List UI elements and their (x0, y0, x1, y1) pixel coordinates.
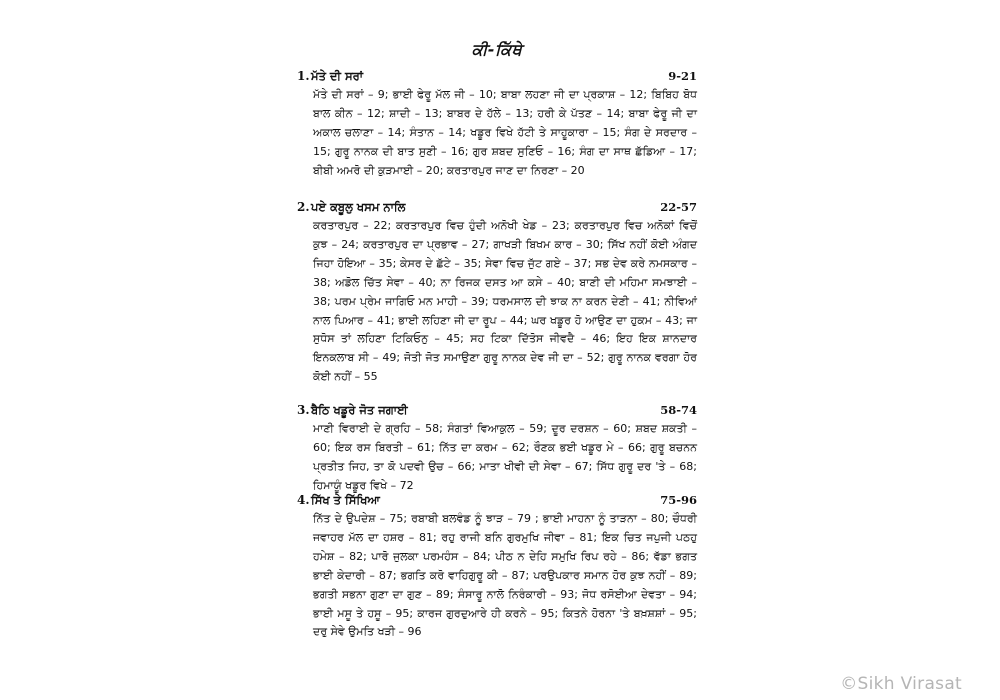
chapter-page-range: 58-74 (660, 403, 697, 417)
page-title: ਕੀ-ਕਿੱਥੇ (471, 40, 523, 59)
chapter-title: ਬੈਠਿ ਖਡੂਰੇ ਜੋਤ ਜਗਾਈ (311, 403, 408, 417)
chapter-3 (297, 400, 697, 496)
chapter-2 (297, 197, 697, 387)
watermark: ©Sikh Virasat (840, 674, 962, 694)
chapter-number: 4. (297, 493, 310, 507)
chapter-title: ਪਏ ਕਬੂਲੁ ਖਸਮ ਨਾਲਿ (311, 200, 406, 214)
chapter-number: 2. (297, 200, 310, 214)
chapter-page-range: 9-21 (668, 69, 697, 83)
chapter-page-range: 22-57 (660, 200, 697, 214)
chapter-number: 3. (297, 403, 310, 417)
chapter-heading (297, 197, 697, 217)
chapter-4 (297, 490, 697, 642)
chapter-number: 1. (297, 69, 310, 83)
chapter-entries: ਕਰਤਾਰਪੁਰ – 22; ਕਰਤਾਰਪੁਰ ਵਿਚ ਹੁੰਦੀ ਅਨੋਖੀ ਖੇਡ – 23; ਕਰਤਾਰਪੁਰ ਵਿਚ ਅਨੋਕਾਂ ਵਿਚੋਂ ਕੁਝ – 24; ਕਰਤਾਰਪੁਰ ਦਾ ਪ੍ਰਭਾਵ – 27; ਗਾਖੜੀ ਬਿਖਮ ਕਾਰ – 30; ਸਿੱਖ ਨਹੀਂ ਕੋਈ ਅੰਗਦ ਜਿਹਾ ਹੋਇਆ – 35; ਕੇਸਰ ਦੇ ਛੱਟੇ – 35; ਸੇਵਾ ਵਿਚ ਜੁੱਟ ਗਏ – 37; ਸਭ ਦੇਵ ਕਰੇ ਨਮਸਕਾਰ – 38; ਅਡੋਲ ਚਿੱਤ ਸੇਵਾ – 40; ਨਾ ਰਿਜਕ ਦਸਤ ਆ ਕਸੇ – 40; ਬਾਣੀ ਦੀ ਮਹਿਮਾ ਸਮਝਾਈ – 38; ਪਰਮ ਪ੍ਰੇਮ ਜਾਗਿਓ ਮਨ ਮਾਹੀ – 39; ਧਰਮਸਾਲ ਦੀ ਝਾਕ ਨਾ ਕਰਨ ਦੇਣੀ – 41; ਨੀਵਿਆਂ ਨਾਲ ਪਿਆਰ – 41; ਭਾਈ ਲਹਿਣਾ ਜੀ ਦਾ ਰੂਪ – 44; ਘਰ ਖਡੂਰ ਹੋ ਆਉਣ ਦਾ ਹੁਕਮ – 43; ਜਾ ਸੁਧੋਸ ਤਾਂ ਲਹਿਣਾ ਟਿਕਿਓਨੁ – 45; ਸਹ ਟਿਕਾ ਦਿੱਤੋਸ ਜੀਵਦੈ – 46; ਇਹ ਇਕ ਸ਼ਾਨਦਾਰ ਇਨਕਲਾਬ ਸੀ – 49; ਜੋਤੀ ਜੋਤ ਸਮਾਉਣਾ ਗੁਰੂ ਨਾਨਕ ਦੇਵ ਜੀ ਦਾ – 52; ਗੁਰੂ ਨਾਨਕ ਵਰਗਾ ਹੋਰ ਕੋਈ ਨਹੀਂ – 55 (313, 219, 697, 384)
chapter-page-range: 75-96 (660, 493, 697, 507)
chapter-title: ਮੱਤੇ ਦੀ ਸਰਾਂ (311, 69, 364, 83)
chapter-entries: ਮਾਣੀ ਵਿਰਾਈ ਦੇ ਗ੍ਰਹਿ – 58; ਸੰਗਤਾਂ ਵਿਆਕੁਲ – 59; ਦੂਰ ਦਰਸ਼ਨ – 60; ਸ਼ਬਦ ਸ਼ਕਤੀ – 60; ਇਕ ਰਸ ਬਿਰਤੀ – 61; ਨਿੱਤ ਦਾ ਕਰਮ – 62; ਰੌਣਕ ਭਈ ਖਡੂਰ ਮੇ – 66; ਗੁਰੂ ਬਚਨਨ ਪ੍ਰਤੀਤ ਜਿਹ, ਤਾ ਕੋ ਪਦਵੀ ਉਚ – 66; ਮਾਤਾ ਖੀਵੀ ਦੀ ਸੇਵਾ – 67; ਸਿੱਧ ਗੁਰੂ ਦਰ 'ਤੇ – 68; ਹਿਮਾਯੂੰ ਖਡੂਰ ਵਿਖੇ – 72 (313, 422, 697, 492)
chapter-entries: ਨਿੱਤ ਦੇ ਉਪਦੇਸ਼ – 75; ਰਬਾਬੀ ਬਲਵੰਡ ਨੂੰ ਝਾੜ – 79 ; ਭਾਈ ਮਾਹਨਾ ਨੂੰ ਤਾੜਨਾ – 80; ਚੌਧਰੀ ਜਵਾਹਰ ਮੱਲ ਦਾ ਹਸ਼ਰ – 81; ਰਹੁ ਰਾਜੀ ਬਨਿ ਗੁਰਮੁਖਿ ਜੀਵਾ – 81; ਇਕ ਚਿਤ ਜਪੁਜੀ ਪਠਹੁ ਹਮੇਸ਼ – 82; ਪਾਰੋ ਜੁਲਕਾ ਪਰਮਹੰਸ – 84; ਪੀਠ ਨ ਦੇਹਿ ਸਮੁਖਿ ਰਿਪ ਰਹੇ – 86; ਵੱਡਾ ਭਗਤ ਭਾਈ ਕੇਦਾਰੀ – 87; ਭਗਤਿ ਕਰੋ ਵਾਹਿਗੁਰੂ ਕੀ – 87; ਪਰਉਪਕਾਰ ਸਮਾਨ ਹੋਰ ਕੁਝ ਨਹੀਂ – 89; ਭਗਤੀ ਸਭਨਾ ਗੁਣਾ ਦਾ ਗੁਣ – 89; ਸੰਸਾਰੂ ਨਾਲੋ ਨਿਰੰਕਾਰੀ – 93; ਜੋਧ ਰਸੋਈਆ ਦੇਵਤਾ – 94; ਭਾਈ ਮਸੂ ਤੇ ਹਸੂ – 95; ਕਾਰਜ ਗੁਰਦੁਆਰੇ ਹੀ ਕਰਨੇ – 95; ਕਿਤਨੇ ਹੋਰਨਾ 'ਤੇ ਬਖ਼ਸ਼ਸ਼ਾਂ – 95; ਦਰੁ ਸੇਵੇ ਉਮਤਿ ਖੜੀ – 96 (313, 512, 697, 639)
chapter-entries: ਮੱਤੇ ਦੀ ਸਰਾਂ – 9; ਭਾਈ ਫੇਰੂ ਮੱਲ ਜੀ – 10; ਬਾਬਾ ਲਹਣਾ ਜੀ ਦਾ ਪ੍ਰਕਾਸ਼ – 12; ਬਿਬਿਹ ਬੋਧ ਬਾਲ ਕੀਨ – 12; ਸ਼ਾਦੀ – 13; ਬਾਬਰ ਦੇ ਹੱਲੇ – 13; ਹਰੀ ਕੇ ਪੱਤਣ – 14; ਬਾਬਾ ਫੇਰੂ ਜੀ ਦਾ ਅਕਾਲ ਚਲਾਣਾ – 14; ਸੰਤਾਨ – 14; ਖਡੂਰ ਵਿਖੇ ਹੱਟੀ ਤੇ ਸਾਹੂਕਾਰਾ – 15; ਸੰਗ ਦੇ ਸਰਦਾਰ – 15; ਗੁਰੂ ਨਾਨਕ ਦੀ ਬਾਤ ਸੁਣੀ – 16; ਗੁਰ ਸ਼ਬਦ ਸੁਣਿਓ – 16; ਸੰਗ ਦਾ ਸਾਥ ਛੱਡਿਆ – 17; ਬੀਬੀ ਅਮਰੋ ਦੀ ਕੁੜਮਾਈ – 20; ਕਰਤਾਰਪੁਰ ਜਾਣ ਦਾ ਨਿਰਣਾ – 20 (313, 88, 697, 177)
chapter-heading (297, 400, 697, 420)
chapter-heading (297, 490, 697, 510)
chapter-heading (297, 66, 697, 86)
contents-page (297, 0, 697, 700)
chapter-title: ਸਿੱਖ ਤੇ ਸਿੱਖਿਆ (311, 493, 380, 507)
chapter-1 (297, 66, 697, 181)
